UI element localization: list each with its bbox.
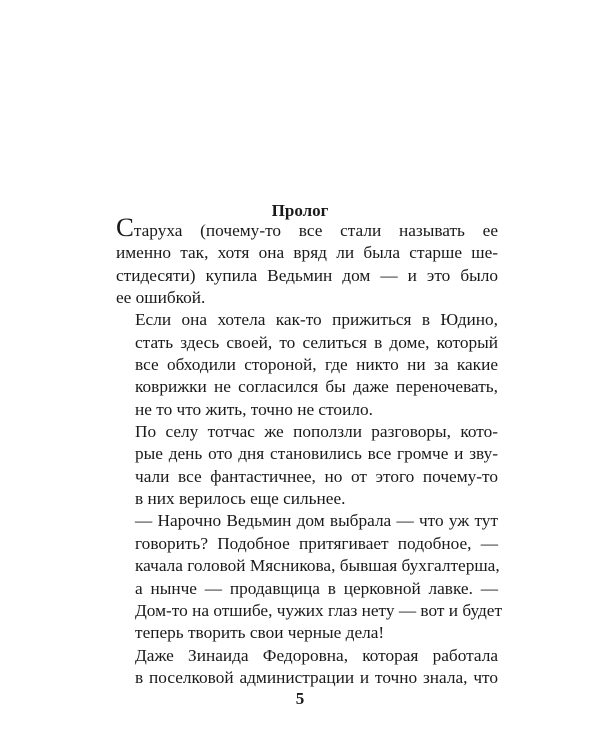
text-line: не то что жить, точно не стоило. [135, 399, 373, 419]
text-line: в них верилось еще сильнее. [135, 489, 346, 509]
text-line: рые день ото дня становились все громче и зву- [135, 444, 498, 464]
text-line: Дом-то на отшибе, чужих глаз нету — вот и будет [135, 600, 503, 620]
text-line: По селу тотчас же поползли разговоры, кото- [135, 422, 498, 442]
body-text [116, 212, 503, 689]
text-line: все обходили стороной, где никто ни за какие [135, 355, 498, 375]
text-line: Даже Зинаида Федоровна, которая работала [135, 645, 498, 665]
text-line: стидесяти) купила Ведьмин дом — и это было [116, 265, 498, 285]
text-line: коврижки не согласился бы даже переночевать, [135, 377, 498, 397]
text-line: стать здесь своей, то селиться в доме, который [135, 332, 498, 352]
chapter-title: Пролог [271, 201, 329, 220]
text-line: качала головой Мясникова, бывшая бухгалтерша, [135, 556, 500, 576]
text-line: Старуха (почему-то все стали называть ее [116, 212, 498, 242]
paragraph-3 [116, 421, 498, 510]
text-line: говорить? Подобное притягивает подобное, — [135, 533, 498, 553]
text-line: а нынче — продавщица в церковной лавке. — [135, 578, 498, 598]
page-number: 5 [295, 689, 305, 708]
text-line: — Нарочно Ведьмин дом выбрала — что уж тут [135, 511, 498, 531]
paragraph-2 [116, 309, 498, 421]
text-line: именно так, хотя она вряд ли была старше ше- [116, 243, 498, 263]
text-line: ее ошибкой. [116, 288, 206, 308]
text-line: чали все фантастичнее, но от этого почему-то [135, 466, 498, 486]
paragraph-5 [116, 645, 498, 690]
text-line: Если она хотела как-то прижиться в Юдино, [135, 310, 498, 330]
paragraph-4 [116, 510, 503, 644]
paragraph-1 [116, 214, 498, 309]
text-line: в поселковой администрации и точно знала, что [135, 667, 498, 687]
text-line: теперь творить свои черные дела! [135, 623, 385, 643]
